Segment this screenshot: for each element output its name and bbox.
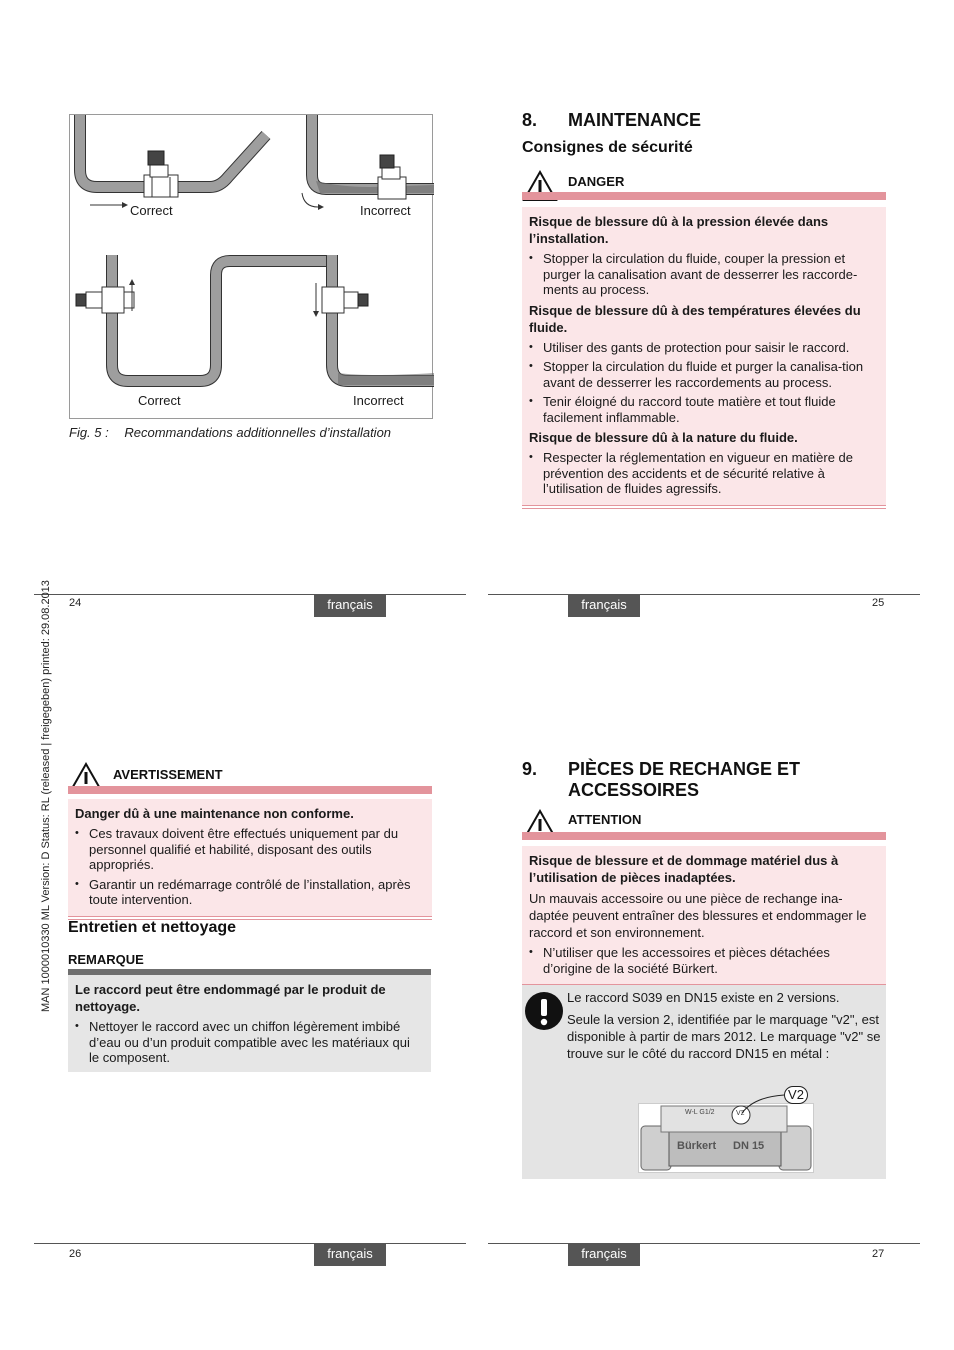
list-item: • Ces travaux doivent être effectués uniquement par du personnel qualifié et habilité, disposant des outils appropriés. [75,826,424,873]
section-subtitle: Entretien et nettoyage [68,919,237,936]
info-text: Le raccord S039 en DN15 existe en 2 versions. Seule la version 2, identifiée par le marquage "v2", est disponible à partir de mars 2012. Le marquage "v2" se trouve sur le côté du raccord DN15 en métal : [567,990,881,1061]
page-number: 26 [69,1248,82,1260]
list-item: • Stopper la circulation du fluide, couper la pression et purger la canalisation avant de desserrer les raccorde-ments au process. [529,251,878,298]
valve-icon [378,155,406,199]
danger-content: Risque de blessure dû à la pression élevée dans l’installation. • Stopper la circulation du fluide, couper la pression et purger la canalisation avant de desserrer les raccorde-ments au process. Risque de blessure dû à des températures élevées du fluide. • Utiliser des gants de protection pour saisir le raccord. • Stopper la circulation du fluide et purger la canalisa-tion avant de desserrer les raccordements au process. • Tenir éloigné du raccord toute matière et tout fluide facilement inflammable. Risque de blessure dû à la nature du fluide. • Respecter la réglementation en vigueur en matière de prévention des accidents et de sécurité relative à l’utilisation de fluides agressifs. [522,207,886,506]
page-number: 24 [69,597,82,609]
list-item: • Stopper la circulation du fluide et purger la canalisa-tion avant de desserrer les raccordements au process. [529,359,878,390]
divider [522,508,886,509]
list-item: • N’utiliser que les accessoires et pièces détachées d’origine de la société Bürkert. [529,945,878,976]
fitting-marking: W-L G1/2 [685,1109,715,1116]
section-heading: 9. PIÈCES DE RECHANGE ET ACCESSOIRES [522,759,801,800]
caption-text: Recommandations additionnelles d’installation [124,425,392,440]
page-number: 27 [872,1248,885,1260]
language-tab: français [568,595,640,617]
list-item: • Garantir un redémarrage contrôlé de l’installation, après toute intervention. [75,877,424,908]
fitting-v2-mark: V2 [736,1110,745,1117]
signal-word: DANGER [568,174,625,189]
attention-notice [522,809,886,988]
attention-bar [522,832,886,840]
warning-bar [68,786,432,794]
section-subtitle: Consignes de sécurité [522,139,693,156]
note-notice [68,952,431,1072]
signal-word: REMARQUE [68,952,144,967]
figure-label: Correct [138,393,181,408]
language-tab: français [568,1244,640,1266]
danger-notice [522,170,886,509]
warning-content: Danger dû à une maintenance non conforme. • Ces travaux doivent être effectués uniquement par du personnel qualifié et habilité, disposant des outils appropriés. • Garantir un redémarrage contrôlé de l’installation, après toute intervention. [68,799,432,917]
section-heading: 8. MAINTENANCE [522,110,701,130]
valve-icon [144,151,178,197]
figure-label: Incorrect [360,203,411,218]
list-item: • Respecter la réglementation en vigueur en matière de prévention des accidents et de sécurité relative à l’utilisation de fluides agressifs. [529,450,878,497]
fitting-size: DN 15 [733,1140,765,1152]
warning-notice [68,762,432,920]
pipe-diagram [70,115,434,420]
figure-caption [69,425,391,440]
footer-rule [488,1243,920,1244]
v2-callout: V2 [784,1086,808,1104]
signal-word: AVERTISSEMENT [113,767,223,782]
note-content: Le raccord peut être endommagé par le produit de nettoyage. • Nettoyer le raccord avec un chiffon légèrement imbibé d’eau ou d’un produit compatible avec les matériaux qui le composent. [68,975,431,1072]
exclamation-icon [524,991,564,1031]
language-tab: français [314,595,386,617]
document-status-text: MAN 1000010330 ML Version: D Status: RL (released | freigegeben) printed: 29.08.2013 [40,580,52,1012]
attention-content: Risque de blessure et de dommage matériel dus à l’utilisation de pièces inadaptées. Un mauvais accessoire ou une pièce de rechange ina-daptée peuvent entraîner des blessures et endommager le raccord et son environnement. • N’utiliser que les accessoires et pièces détachées d’origine de la société Bürkert. [522,846,886,985]
language-tab: français [314,1244,386,1266]
footer-rule [488,594,920,595]
footer-rule [34,1243,466,1244]
info-notice [522,985,886,1179]
figure-label: Correct [130,203,173,218]
installation-figure [69,114,433,419]
caption-label: Fig. 5 : [69,425,109,440]
valve-icon [76,287,134,313]
footer-rule [34,594,466,595]
signal-word: ATTENTION [568,812,642,827]
list-item: • Nettoyer le raccord avec un chiffon légèrement imbibé d’eau ou d’un produit compatible avec les matériaux qui le composent. [75,1019,423,1066]
figure-label: Incorrect [353,393,404,408]
fitting-brand: Bürkert [677,1140,717,1152]
valve-icon [322,287,368,313]
danger-bar [522,192,886,200]
list-item: • Utiliser des gants de protection pour saisir le raccord. [529,340,878,356]
page-number: 25 [872,597,885,609]
list-item: • Tenir éloigné du raccord toute matière et tout fluide facilement inflammable. [529,394,878,425]
